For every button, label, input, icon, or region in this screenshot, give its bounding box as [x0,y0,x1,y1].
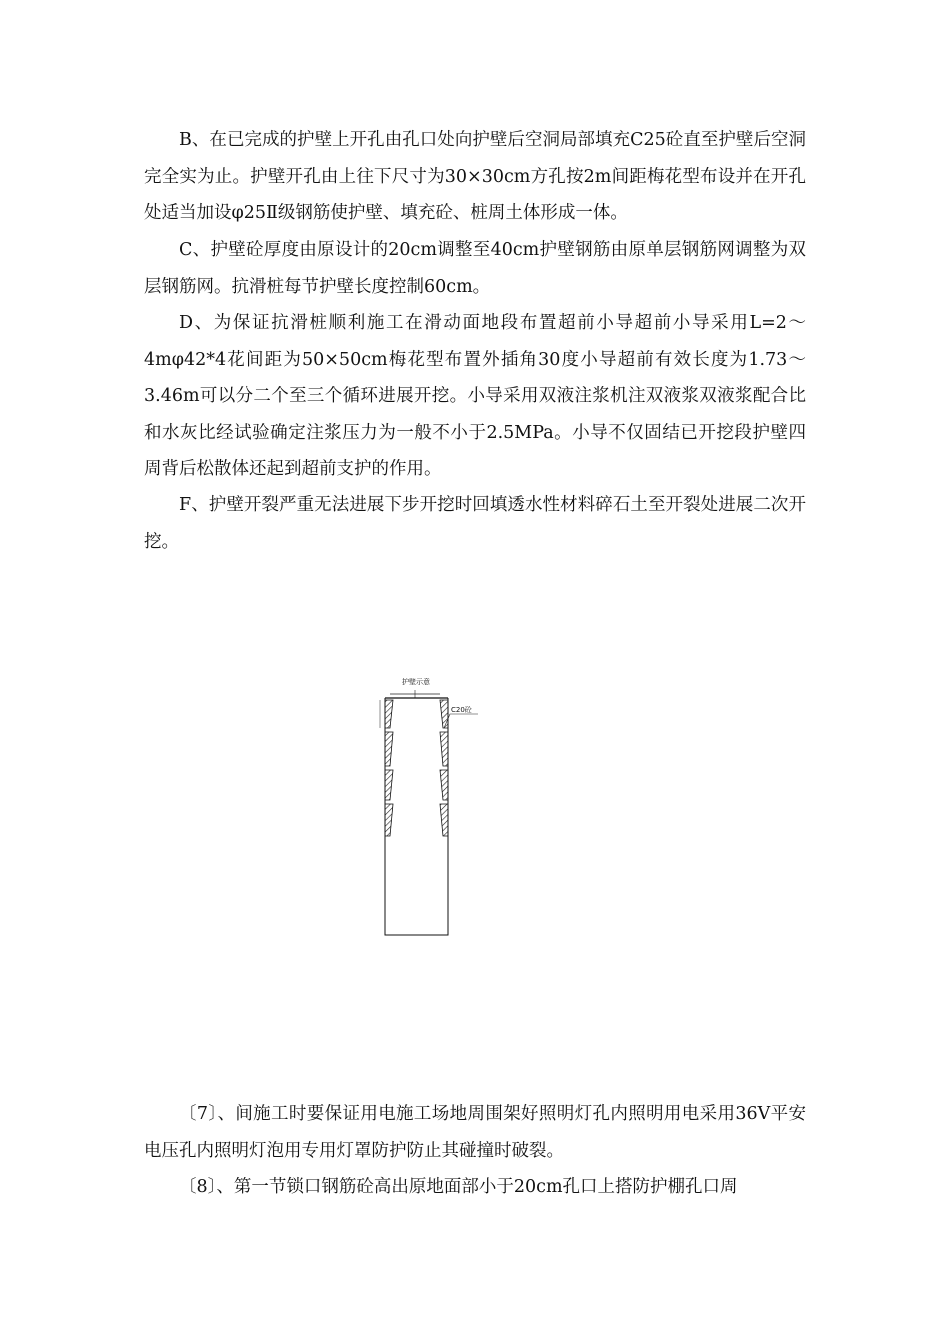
paragraph-d: D、为保证抗滑桩顺利施工在滑动面地段布置超前小导超前小导采用L=2～4mφ42*4花间距为50×50cm梅花型布置外插角30度小导超前有效长度为1.73～3.46m可以分二个至三个循环进展开挖。小导采用双液注浆机注双液浆双液浆配合比和水灰比经试验确定注浆压力为一般不小于2.5MPa。小导不仅固结已开挖段护壁四周背后松散体还起到超前支护的作用。 [144,313,806,479]
left-wall-segment-4 [385,804,393,836]
paragraph-8: 〔8〕、第一节锁口钢筋砼高出原地面部小于20cm孔口上搭防护棚孔口周 [179,1177,738,1197]
left-wall-segment-3 [385,770,393,800]
pile-wall-svg [360,670,480,940]
paragraph-c: C、护壁砼厚度由原设计的20cm调整至40cm护壁钢筋由原单层钢筋网调整为双层钢筋网。抗滑桩每节护壁长度控制60cm。 [144,240,806,297]
paragraph-b: B、在已完成的护壁上开孔由孔口处向护壁后空洞局部填充C25砼直至护壁后空洞完全实为止。护壁开孔由上往下尺寸为30×30cm方孔按2m间距梅花型布设并在开孔处适当加设φ25Ⅱ级钢筋使护壁、填充砼、桩周土体形成一体。 [144,130,806,223]
right-wall-segment-2 [440,732,448,766]
paragraph-7: 〔7〕、间施工时要保证用电施工场地周围架好照明灯孔内照明用电采用36V平安电压孔内照明灯泡用专用灯罩防护防止其碰撞时破裂。 [144,1104,806,1161]
diagram-top-label: 护壁示意 [402,678,430,686]
right-wall-segment-3 [440,770,448,800]
right-wall-segment-1 [440,700,448,728]
right-wall-segment-4 [440,804,448,836]
side-label-leader [444,714,478,728]
paragraph-f: F、护壁开裂严重无法进展下步开挖时回填透水性材料碎石土至开裂处进展二次开挖。 [144,495,806,552]
diagram-side-label: C20砼 [451,706,472,714]
left-wall-segment-2 [385,732,393,766]
pile-wall-diagram [360,670,480,940]
left-wall-segment-1 [385,700,393,728]
pile-outline [385,698,448,935]
